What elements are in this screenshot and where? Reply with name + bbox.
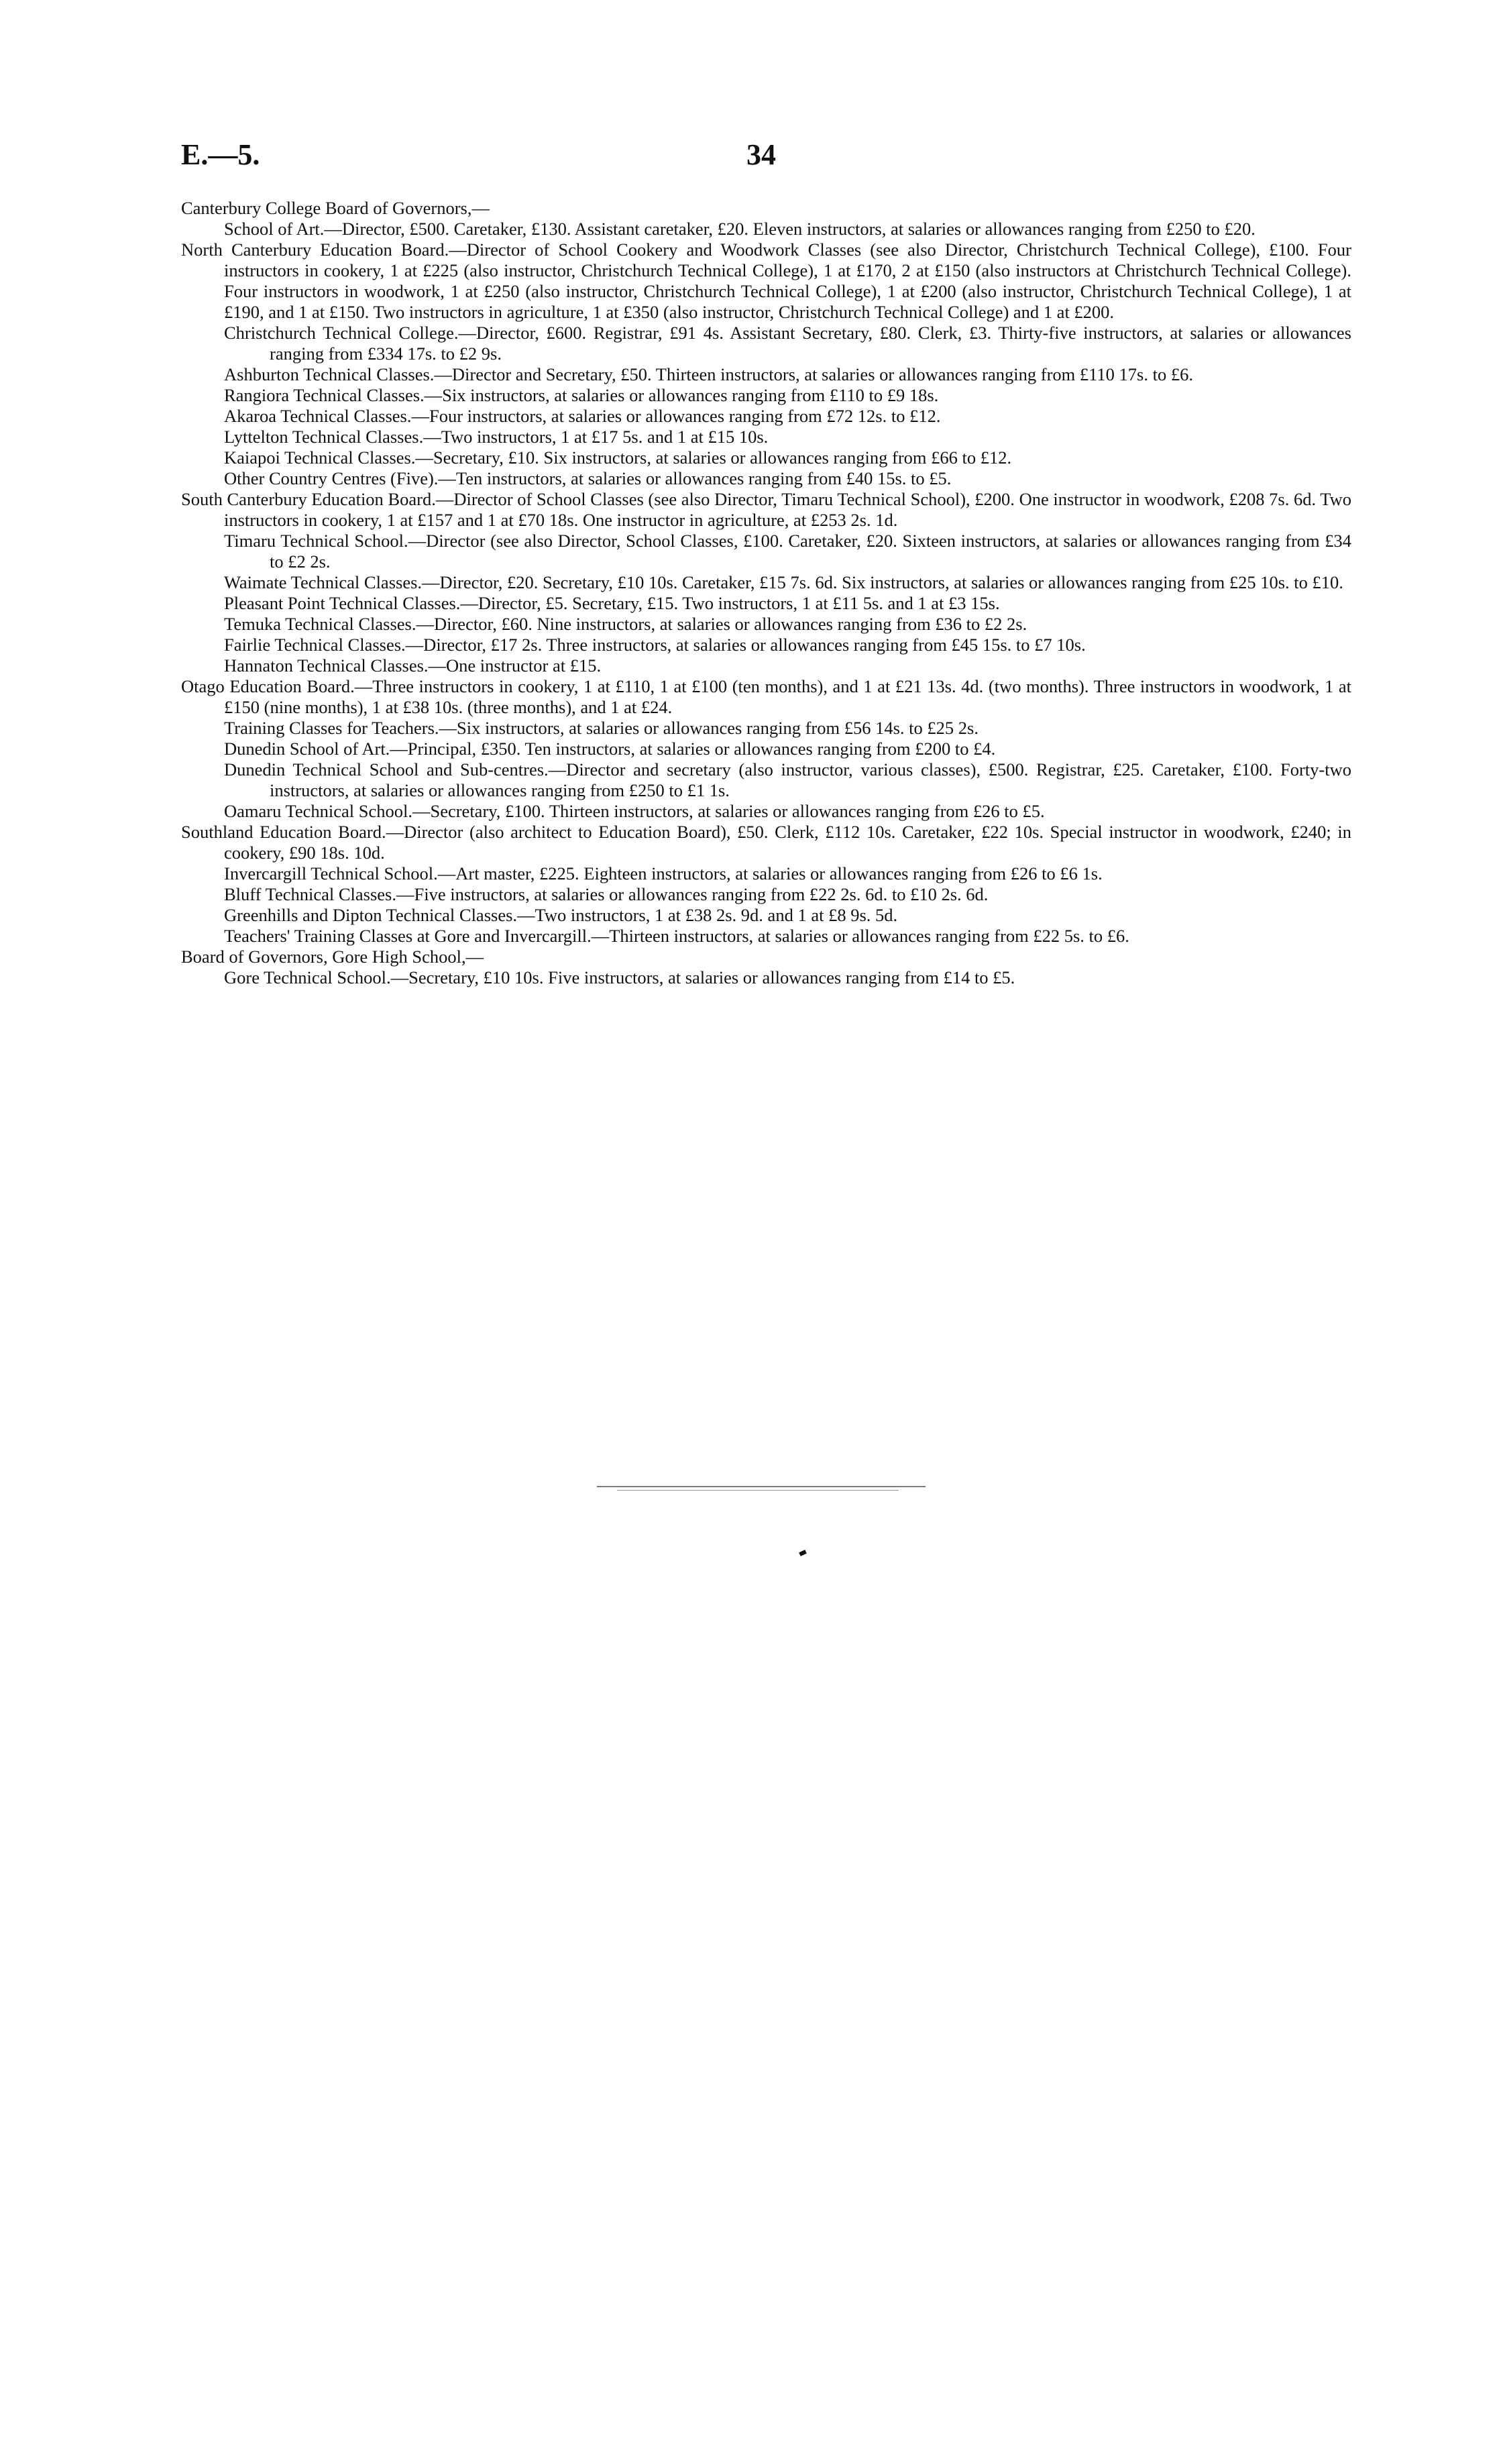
- institution-entry: Teachers' Training Classes at Gore and Invercargill.—Thirteen instructors, at salaries or allowances ranging from £22 5s. to £6.: [224, 926, 1129, 946]
- page-number: 34: [746, 138, 776, 171]
- institution-entry: Oamaru Technical School.—Secretary, £100. Thirteen instructors, at salaries or allowances ranging from £26 to £5.: [224, 801, 1045, 821]
- institution-entry: Kaiapoi Technical Classes.—Secretary, £10. Six instructors, at salaries or allowances ranging from £66 to £12.: [224, 447, 1012, 468]
- institution-entry: Bluff Technical Classes.—Five instructors, at salaries or allowances ranging from £22 2s. 6d. to £10 2s. 6d.: [224, 884, 989, 904]
- rule-line-lower: [617, 1490, 899, 1491]
- institution-entry: Greenhills and Dipton Technical Classes.—Two instructors, 1 at £38 2s. 9d. and 1 at £8 9s. 5d.: [224, 905, 898, 925]
- institution-entry: Dunedin Technical School and Sub-centres.—Director and secretary (also instructor, various classes), £500. Registrar, £25. Caretaker, £100. Forty-two instructors, at salaries or allowances ranging from £250 to £1 1s.: [224, 759, 1351, 800]
- institution-entry: Temuka Technical Classes.—Director, £60. Nine instructors, at salaries or allowances ranging from £36 to £2 2s.: [224, 614, 1027, 634]
- institution-entry: Pleasant Point Technical Classes.—Director, £5. Secretary, £15. Two instructors, 1 at £11 5s. and 1 at £3 15s.: [224, 593, 1000, 613]
- section-rule: [597, 1486, 926, 1494]
- document-body: [181, 198, 1351, 988]
- print-mark: [799, 1550, 807, 1556]
- institution-entry: Other Country Centres (Five).—Ten instructors, at salaries or allowances ranging from £40 15s. to £5.: [224, 468, 952, 488]
- institution-entry: School of Art.—Director, £500. Caretaker, £130. Assistant caretaker, £20. Eleven instructors, at salaries or allowances ranging from £250 to £20.: [224, 219, 1256, 239]
- institution-entry: Gore Technical School.—Secretary, £10 10s. Five instructors, at salaries or allowances ranging from £14 to £5.: [224, 967, 1015, 987]
- institution-entry: Akaroa Technical Classes.—Four instructors, at salaries or allowances ranging from £72 12s. to £12.: [224, 406, 941, 426]
- board-entry: Southland Education Board.—Director (also architect to Education Board), £50. Clerk, £112 10s. Caretaker, £22 10s. Special instructor in woodwork, £240; in cookery, £90 18s. 10d.: [181, 822, 1351, 863]
- institution-entry: Timaru Technical School.—Director (see also Director, School Classes, £100. Caretaker, £20. Sixteen instructors, at salaries or allowances ranging from £34 to £2 2s.: [224, 531, 1351, 572]
- board-entry: South Canterbury Education Board.—Director of School Classes (see also Director, Timaru Technical School), £200. One instructor in woodwork, £208 7s. 6d. Two instructors in cookery, 1 at £157 and 1 at £70 18s. One instructor in agriculture, at £253 2s. 1d.: [181, 489, 1351, 530]
- institution-entry: Lyttelton Technical Classes.—Two instructors, 1 at £17 5s. and 1 at £15 10s.: [224, 427, 769, 447]
- institution-entry: Christchurch Technical College.—Director, £600. Registrar, £91 4s. Assistant Secretary, £80. Clerk, £3. Thirty-five instructors, at salaries or allowances ranging from £334 17s. to £2 9s.: [224, 323, 1351, 364]
- board-entry: Board of Governors, Gore High School,—: [181, 947, 484, 967]
- board-entry: North Canterbury Education Board.—Director of School Cookery and Woodwork Classes (see also Director, Christchurch Technical College), £100. Four instructors in cookery, 1 at £225 (also instructor, Christchurch Technical College), 1 at £170, 2 at £150 (also instructors at Christchurch Technical College). Four instructors in woodwork, 1 at £250 (also instructor, Christchurch Technical College), 1 at £200 (also instructor, Christchurch Technical College), 1 at £190, and 1 at £150. Two instructors in agriculture, 1 at £350 (also instructor, Christchurch Technical College) and 1 at £200.: [181, 239, 1351, 322]
- institution-entry: Waimate Technical Classes.—Director, £20. Secretary, £10 10s. Caretaker, £15 7s. 6d. Six instructors, at salaries or allowances ranging from £25 10s. to £10.: [224, 572, 1343, 592]
- institution-entry: Hannaton Technical Classes.—One instructor at £15.: [224, 655, 602, 676]
- page-header: [181, 138, 1341, 178]
- institution-entry: Dunedin School of Art.—Principal, £350. Ten instructors, at salaries or allowances ranging from £200 to £4.: [224, 739, 996, 759]
- rule-line-upper: [597, 1486, 926, 1487]
- institution-entry: Training Classes for Teachers.—Six instructors, at salaries or allowances ranging from £56 14s. to £25 2s.: [224, 718, 979, 738]
- institution-entry: Ashburton Technical Classes.—Director and Secretary, £50. Thirteen instructors, at salaries or allowances ranging from £110 17s. to £6.: [224, 364, 1193, 384]
- institution-entry: Invercargill Technical School.—Art master, £225. Eighteen instructors, at salaries or allowances ranging from £26 to £6 1s.: [224, 863, 1103, 883]
- board-entry: Otago Education Board.—Three instructors in cookery, 1 at £110, 1 at £100 (ten months), and 1 at £21 13s. 4d. (two months). Three instructors in woodwork, 1 at £150 (nine months), 1 at £38 10s. (three months), and 1 at £24.: [181, 676, 1351, 717]
- institution-entry: Fairlie Technical Classes.—Director, £17 2s. Three instructors, at salaries or allowances ranging from £45 15s. to £7 10s.: [224, 635, 1086, 655]
- board-entry: Canterbury College Board of Governors,—: [181, 198, 490, 218]
- document-code: E.—5.: [181, 138, 260, 171]
- institution-entry: Rangiora Technical Classes.—Six instructors, at salaries or allowances ranging from £110 to £9 18s.: [224, 385, 939, 405]
